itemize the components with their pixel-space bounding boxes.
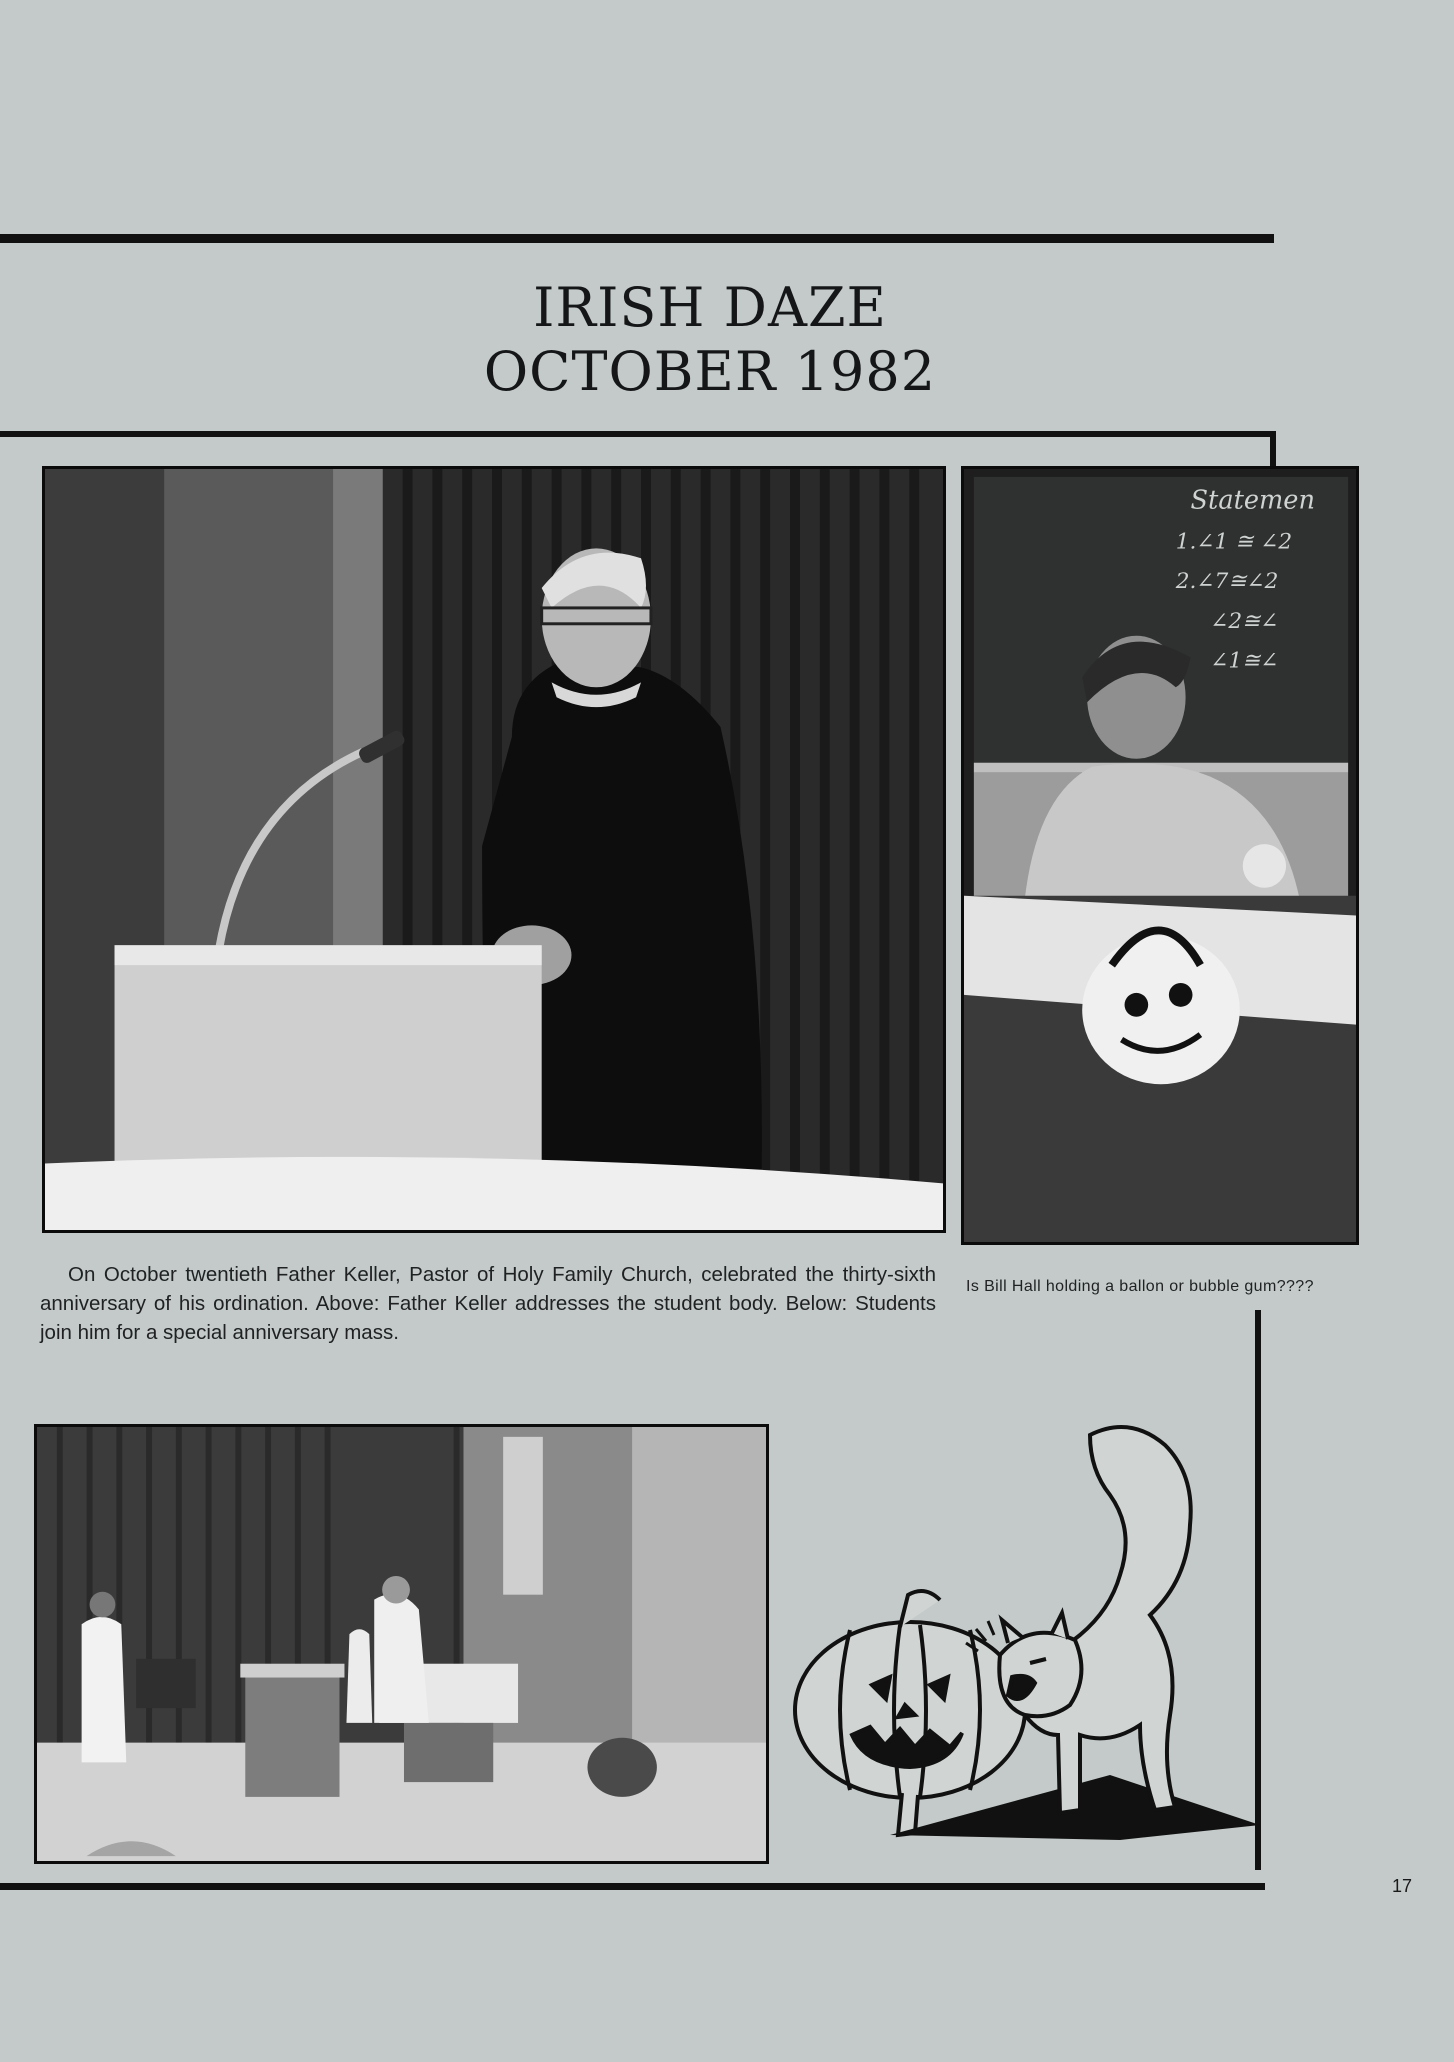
page-title-line2: OCTOBER 1982 xyxy=(483,340,937,403)
halloween-cat-pumpkin-drawing xyxy=(790,1415,1310,1845)
anniversary-mass-photo xyxy=(34,1424,769,1864)
bottom-rule xyxy=(0,1883,1265,1890)
main-photo-caption: On October twentieth Father Keller, Pastor of Holy Family Church, celebrated the thirty-sixth anniversary of his ordination. Above: Father Keller addresses the student body. Below: Students join him for a special anniversary mass. xyxy=(40,1263,936,1344)
page-number: 17 xyxy=(1392,1876,1413,1896)
page-title-line1: IRISH DAZE xyxy=(533,276,887,339)
top-rule xyxy=(0,234,1274,243)
side-photo-caption: Is Bill Hall holding a ballon or bubble gum???? xyxy=(966,1278,1314,1295)
chalk-writing: Statemen xyxy=(1190,485,1315,516)
chalk-writing: ∠2≅∠ xyxy=(1210,608,1279,634)
mid-rule xyxy=(0,431,1276,437)
chalk-writing: ∠1≅∠ xyxy=(1210,648,1279,674)
mid-rule-drop xyxy=(1270,431,1276,467)
chalk-writing: 1.∠1 ≅ ∠2 xyxy=(1175,529,1293,555)
priest-at-podium-photo xyxy=(42,466,946,1233)
student-with-pumpkin-photo xyxy=(961,466,1359,1245)
chalk-writing: 2.∠7≅∠2 xyxy=(1175,569,1279,595)
scared-cat-icon xyxy=(999,1427,1190,1813)
